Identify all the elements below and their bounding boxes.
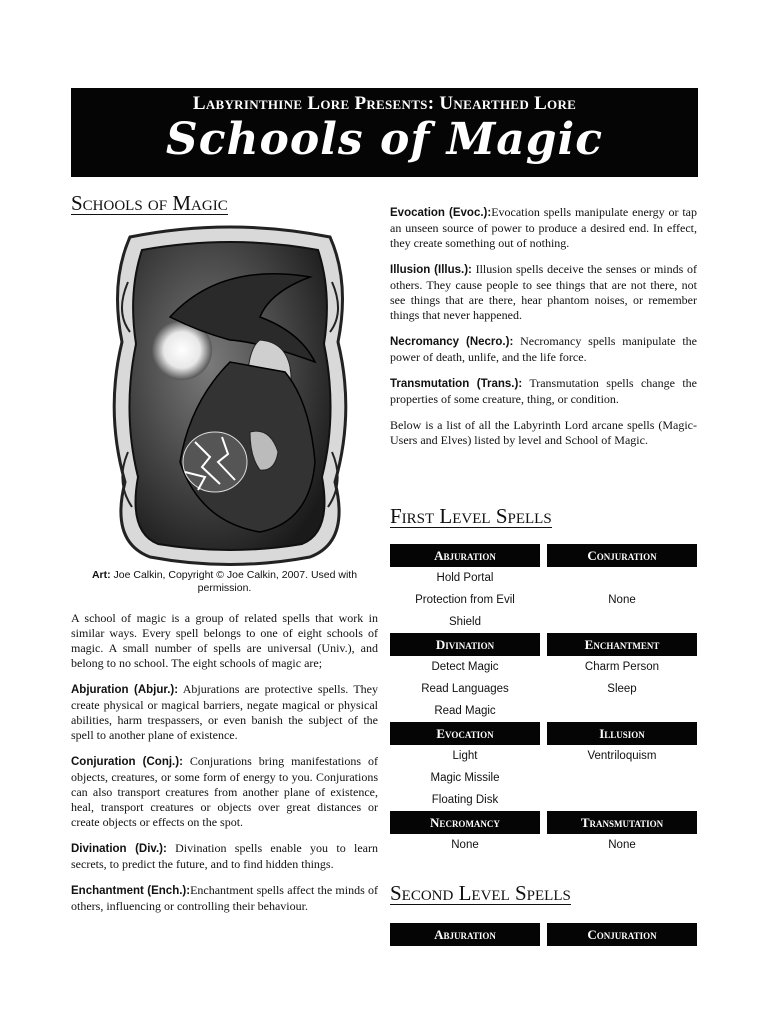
spell-cell: Charm Person [584,661,660,673]
school-transmutation [390,376,697,407]
school-conjuration [71,754,378,830]
spell-cell: Protection from Evil [415,594,515,606]
spell-cell: None [608,594,636,606]
school-abjuration [71,682,378,743]
caption-text: Joe Calkin, Copyright © Joe Calkin, 2007. Used with permission. [110,569,358,594]
school-desc: Conjurations bring manifestations of objects, creatures, or some form of energy to you. Conjurations can also transport creatures from another plane of existence, heal, transport creatures or objects over great distances or create objects or effects on the spot. [71,754,379,829]
spell-cell: Detect Magic [431,661,499,673]
spell-cell [547,789,697,811]
spell-cell [547,767,697,789]
right-column-text [390,205,697,459]
left-column-text [71,611,378,925]
school-term: Conjuration (Conj.): [71,756,183,768]
spell-cell: None [451,839,479,851]
school-illusion [390,262,697,323]
spell-cell: Sleep [607,683,637,695]
school-term: Divination (Div.): [71,843,167,855]
header-divination: Divination [390,633,540,656]
header-abjuration: Abjuration [390,544,540,567]
school-term: Evocation (Evoc.): [390,207,492,219]
spell-cell: Light [452,750,478,762]
spell-cell: None [608,839,636,851]
spell-cell [547,700,697,722]
school-term: Transmutation (Trans.): [390,378,523,390]
second-level-title: Second Level Spells [390,881,571,905]
left-column-heading [71,192,378,215]
school-term: Illusion (Illus.): [390,264,472,276]
spell-cell: Shield [449,616,481,628]
school-evocation [390,205,697,251]
section-title-schools: Schools of Magic [71,191,228,215]
school-desc: Divination spells enable you to learn secrets, to predict the future, and to find hidden things. [71,841,378,871]
art-caption [71,569,378,595]
school-desc: Abjurations are protective spells. They create physical or magical barriers, negate magical or physical abilities, harm trespassers, or even banish the subject of the spell to another plane of existence. [71,682,378,742]
header-conjuration: Conjuration [547,923,697,946]
second-level-table [390,923,697,946]
header-transmutation: Transmutation [547,811,697,834]
school-term: Abjuration (Abjur.): [71,684,179,696]
spell-cell: Hold Portal [436,572,494,584]
title-banner [71,88,698,177]
spell-cell: Floating Disk [431,794,499,806]
banner-supertitle: Labyrinthine Lore Presents: Unearthed Lore [192,93,577,114]
spell-cell: Read Magic [434,705,496,717]
school-term: Necromancy (Necro.): [390,336,514,348]
spell-cell: Read Languages [421,683,509,695]
header-abjuration: Abjuration [390,923,540,946]
first-level-table [390,544,697,856]
closing-paragraph: Below is a list of all the Labyrinth Lord arcane spells (Magic-Users and Elves) listed by level and School of Magic. [390,418,697,447]
wizard-illustration [110,222,350,567]
first-level-title: First Level Spells [390,504,552,528]
school-enchantment [71,883,378,914]
school-necromancy [390,334,697,365]
school-desc: Necromancy spells manipulate the power of death, unlife, and the life force. [390,334,698,364]
header-enchantment: Enchantment [547,633,697,656]
school-divination [71,841,378,872]
school-desc: Evocation spells manipulate energy or tap an unseen source of power to produce a desired end. In effect, they create something out of nothing. [390,205,697,250]
school-desc: Enchantment spells affect the minds of others, influencing or controlling their behaviour. [71,883,378,913]
spell-cell: Magic Missile [430,772,500,784]
spell-cell [547,567,697,589]
school-term: Enchantment (Ench.): [71,885,191,897]
spell-cell [547,611,697,633]
header-illusion: Illusion [547,722,697,745]
header-necromancy: Necromancy [390,811,540,834]
first-level-spells [390,505,697,528]
intro-paragraph: A school of magic is a group of related spells that work in similar ways. Every spell belongs to one of eight schools of magic. A small number of spells are universal (Univ.), and belong to no school. The eight schools of magic are; [71,611,378,670]
banner-title: Schools of Magic [165,114,604,165]
caption-label: Art: [91,569,111,581]
header-evocation: Evocation [390,722,540,745]
header-conjuration: Conjuration [547,544,697,567]
spell-cell: Ventriloquism [587,750,657,762]
school-desc: Transmutation spells change the properties of some creature, thing, or condition. [390,376,697,406]
school-desc: Illusion spells deceive the senses or minds of others. They cause people to see things that are not there, not see things that are there, hear phantom noises, or remember things that never happened. [390,262,698,322]
second-level-spells [390,882,697,905]
